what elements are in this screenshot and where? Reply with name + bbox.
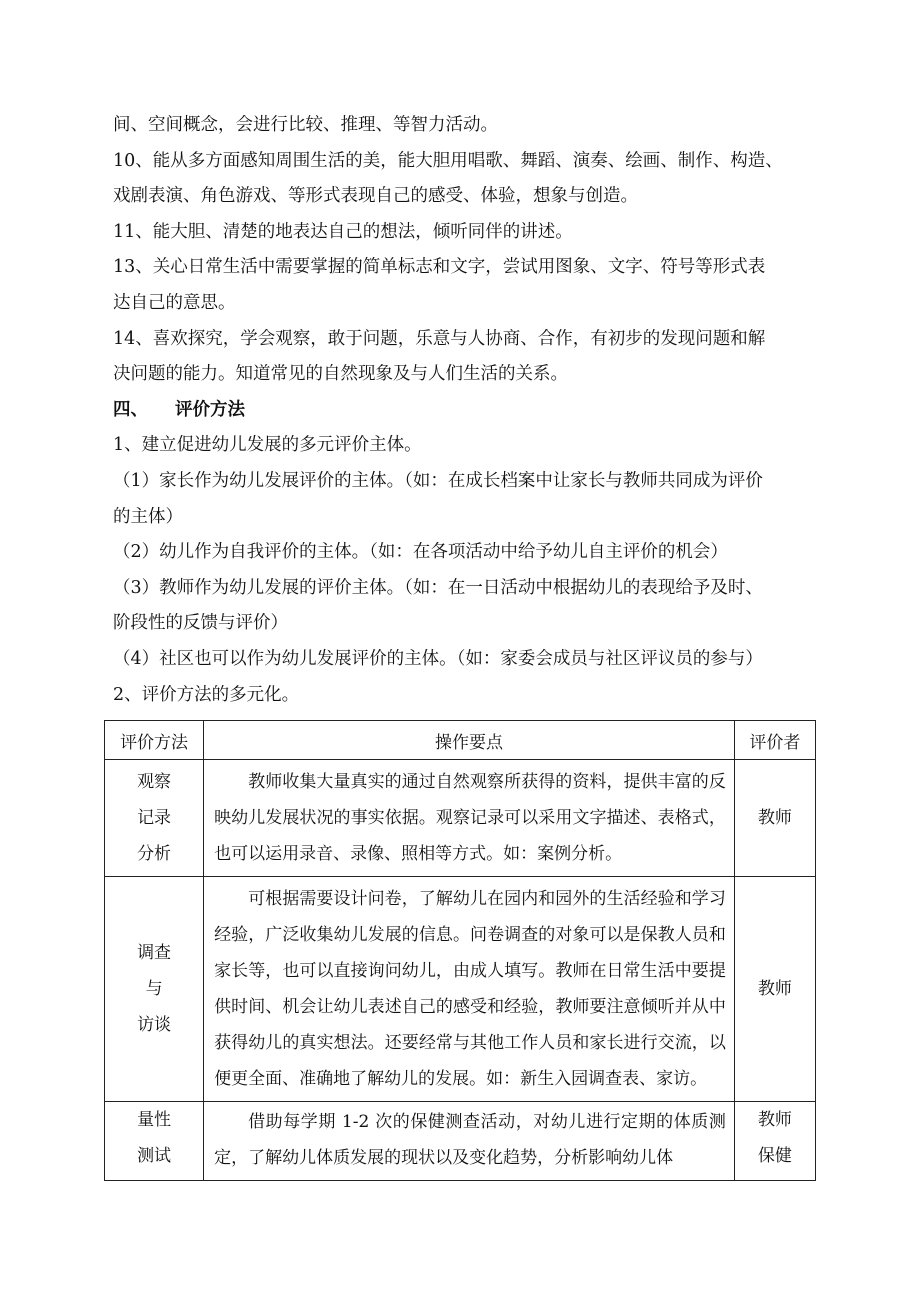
section-line: 1、建立促进幼儿发展的多元评价主体。 (113, 435, 422, 455)
evaluator-text: 教师 (757, 808, 792, 828)
table-header-cell: 评价方法 (105, 721, 204, 760)
section-title: 评价方法 (175, 400, 245, 420)
section-line: 的主体） (113, 507, 183, 527)
points-cell (204, 760, 735, 877)
method-text: 观察 (137, 772, 172, 792)
method-text: 分析 (137, 844, 172, 864)
section-line: 2、评价方法的多元化。 (113, 685, 300, 705)
section-number: 四、 (113, 400, 148, 420)
section-line: （2）幼儿作为自我评价的主体。（如：在各项活动中给予幼儿自主评价的机会） (113, 542, 728, 562)
section-heading (113, 399, 813, 421)
evaluator-text: 教师 (757, 979, 792, 999)
evaluator-cell (734, 877, 815, 1102)
points-cell (204, 877, 735, 1102)
method-text: 与 (145, 979, 163, 999)
paragraph-line: 11、能大胆、清楚的地表达自己的想法，倾听同伴的讲述。 (113, 222, 573, 242)
section-line: 阶段性的反馈与评价） (113, 613, 288, 633)
evaluator-text: 保健 (757, 1146, 792, 1166)
section-line: （3）教师作为幼儿发展的评价主体。（如：在一日活动中根据幼儿的表现给予及时、 (113, 578, 763, 598)
paragraph-line: 13、关心日常生活中需要掌握的简单标志和文字，尝试用图象、文字、符号等形式表 (113, 257, 766, 277)
paragraph-line: 10、能从多方面感知周围生活的美，能大胆用唱歌、舞蹈、演奏、绘画、制作、构造、 (113, 151, 783, 171)
method-cell (105, 760, 204, 877)
paragraph-line: 决问题的能力。知道常见的自然现象及与人们生活的关系。 (113, 364, 568, 384)
paragraph-line: 14、喜欢探究，学会观察，敢于问题，乐意与人协商、合作，有初步的发现问题和解 (113, 329, 766, 349)
paragraph-line: 达自己的意思。 (113, 293, 236, 313)
paragraph-line: 戏剧表演、角色游戏、等形式表现自己的感受、体验，想象与创造。 (113, 186, 638, 206)
points-text: 借助每学期 1-2 次的保健测查活动，对幼儿进行定期的体质测定，了解幼儿体质发展的现状以及变化趋势，分析影响幼儿体 (214, 1112, 726, 1168)
points-text: 教师收集大量真实的通过自然观察所获得的资料，提供丰富的反映幼儿发展状况的事实依据。观察记录可以采用文字描述、表格式，也可以运用录音、录像、照相等方式。如：案例分析。 (214, 772, 726, 864)
paragraph-line: 间、空间概念，会进行比较、推理、等智力活动。 (113, 115, 498, 135)
section-line: （4）社区也可以作为幼儿发展评价的主体。（如：家委会成员与社区评议员的参与） (113, 649, 763, 669)
evaluation-methods-table (104, 720, 816, 1181)
section-line: （1）家长作为幼儿发展评价的主体。（如：在成长档案中让家长与教师共同成为评价 (113, 471, 763, 491)
points-text: 可根据需要设计问卷，了解幼儿在园内和园外的生活经验和学习经验，广泛收集幼儿发展的信息。问卷调查的对象可以是保教人员和家长等，也可以直接询问幼儿，由成人填写。教师在日常生活中要提供时间、机会让幼儿表述自己的感受和经验，教师要注意倾听并从中获得幼儿的真实想法。还要经常与其他工作人员和家长进行交流，以便更全面、准确地了解幼儿的发展。如：新生入园调查表、家访。 (214, 889, 726, 1089)
table-header-cell: 操作要点 (204, 721, 735, 760)
method-text: 调查 (137, 943, 172, 963)
table-header-cell: 评价者 (734, 721, 815, 760)
evaluator-cell (734, 1102, 815, 1181)
method-text: 测试 (137, 1146, 172, 1166)
table-row (105, 760, 816, 877)
table-header-row (105, 721, 816, 760)
method-cell (105, 1102, 204, 1181)
method-cell (105, 877, 204, 1102)
evaluator-text: 教师 (757, 1110, 792, 1130)
method-text: 量性 (137, 1110, 172, 1130)
table-row (105, 1102, 816, 1181)
evaluator-cell (734, 760, 815, 877)
method-text: 记录 (137, 808, 172, 828)
table-row (105, 877, 816, 1102)
method-text: 访谈 (137, 1015, 172, 1035)
points-cell (204, 1102, 735, 1181)
